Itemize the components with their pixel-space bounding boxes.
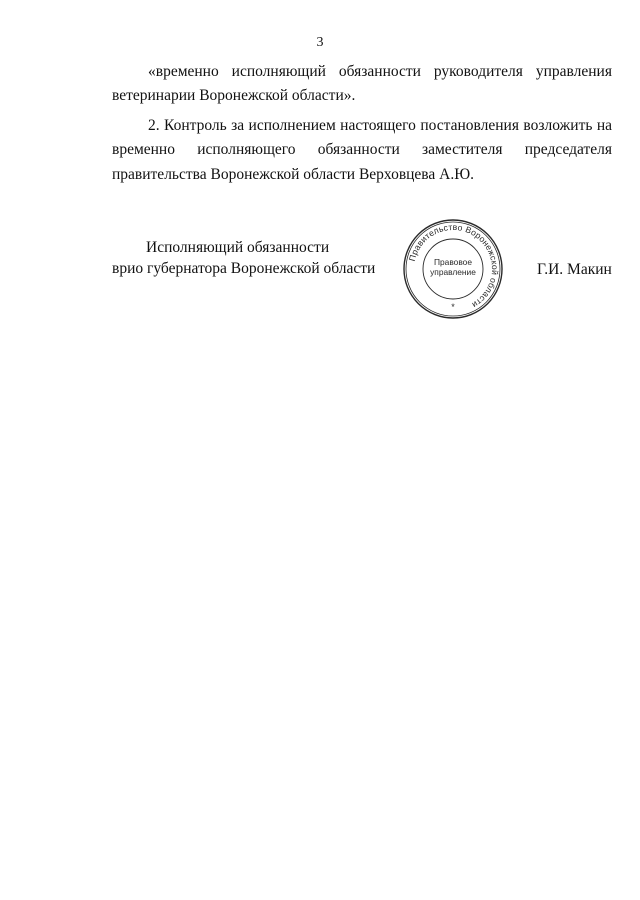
word: Контроль	[164, 117, 227, 134]
word: возложить	[523, 117, 593, 134]
signatory-title-line-2: врио губернатора Воронежской области	[112, 260, 376, 277]
word: руководителя	[433, 63, 523, 80]
stamp-outer-text: Правительство Воронежской области	[406, 221, 501, 311]
word: обязанности	[317, 141, 400, 158]
word: за	[231, 117, 245, 134]
word: председателя	[524, 141, 612, 158]
word: настоящего	[340, 117, 416, 134]
paragraph-1-line-1	[148, 63, 612, 81]
signatory-name: Г.И. Макин	[537, 261, 612, 278]
word: заместителя	[422, 141, 503, 158]
word: на	[596, 117, 612, 134]
word: временно	[112, 141, 175, 158]
stamp-star: *	[451, 302, 455, 312]
official-stamp	[402, 218, 504, 320]
paragraph-2-line-3: правительства Воронежской области Верховцева А.Ю.	[112, 166, 475, 183]
word: исполняющий	[231, 63, 326, 80]
word: управления	[535, 63, 612, 80]
word: исполнением	[248, 117, 336, 134]
paragraph-2-line-1	[148, 117, 612, 135]
stamp-inner-line-2: управление	[430, 267, 476, 277]
page-number: 3	[316, 35, 324, 50]
word: обязанности	[338, 63, 421, 80]
stamp-seal-graphic	[402, 218, 504, 320]
word: исполняющего	[197, 141, 296, 158]
word: постановления	[420, 117, 519, 134]
word: 2.	[148, 117, 160, 134]
stamp-inner-line-1: Правовое	[433, 257, 473, 267]
word: «временно	[148, 63, 219, 80]
signatory-title-line-1: Исполняющий обязанности	[146, 239, 330, 256]
paragraph-2-line-2	[112, 141, 612, 159]
paragraph-1-line-2: ветеринарии Воронежской области».	[112, 87, 356, 104]
